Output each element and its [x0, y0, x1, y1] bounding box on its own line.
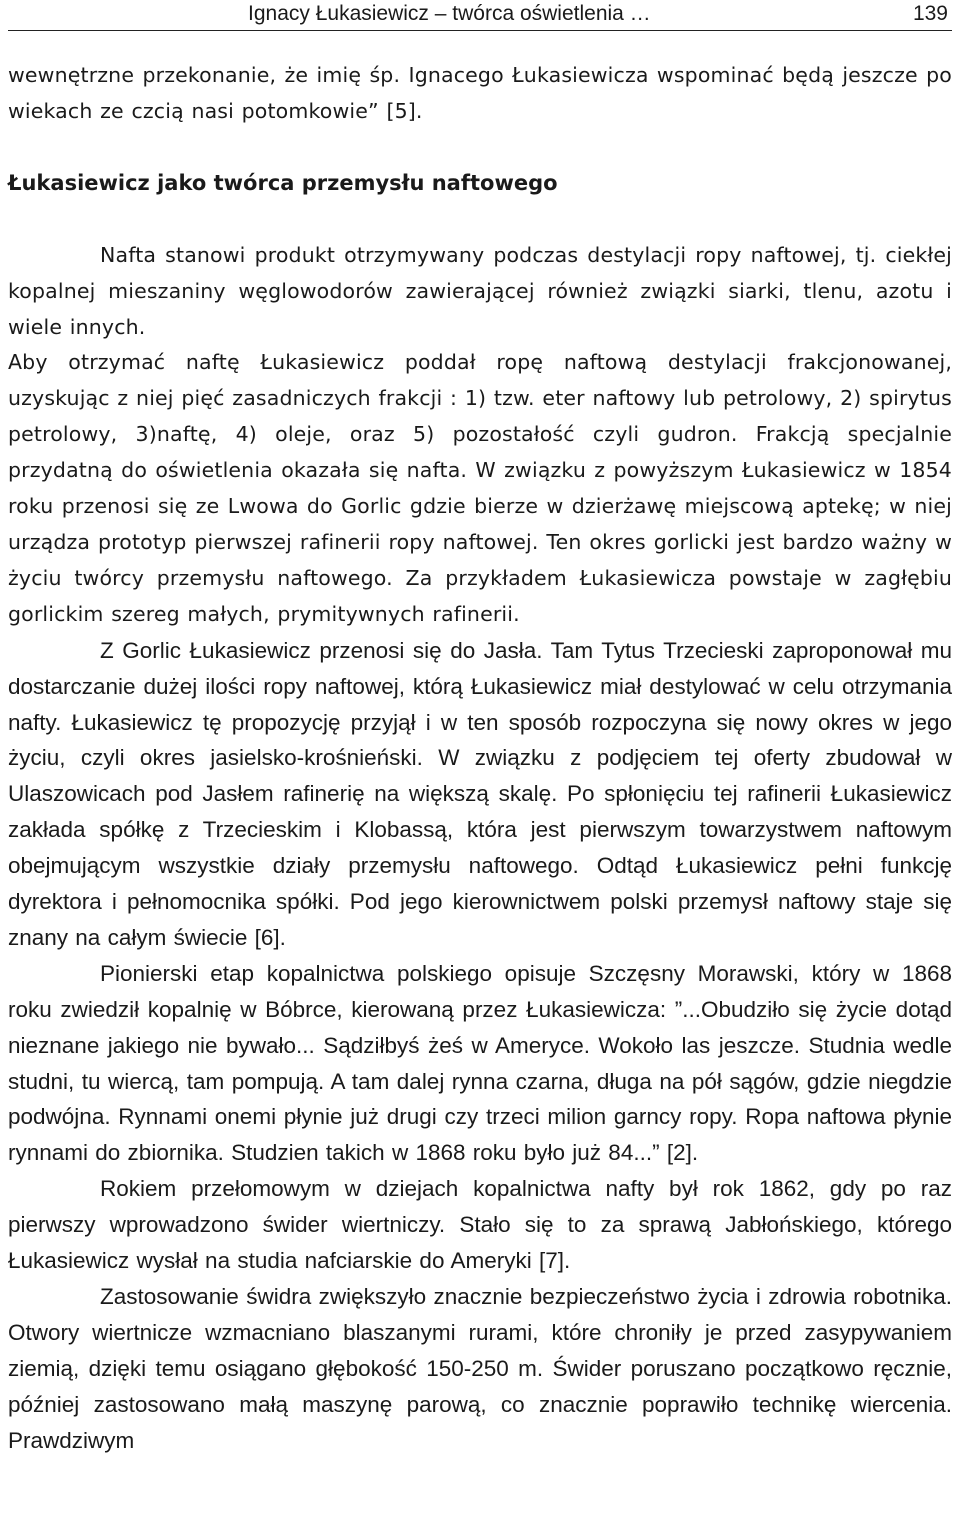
- page-number: 139: [912, 2, 948, 25]
- paragraph-jaslo: Z Gorlic Łukasiewicz przenosi się do Jasła. Tam Tytus Trzecieski zaproponował mu dostarczanie dużej ilości ropy naftowej, którą Łukasiewicz miał destylować w celu otrzymania nafty. Łukasiewicz tę propozycję przyjął i w ten sposób rozpoczyna się nowy okres w jego życiu, czyli okres jasielsko-krośnieński. W związku z podjęciem tej oferty zbudował w Ulaszowicach pod Jasłem rafinerię na większą skalę. Po spłonięciu tej rafinerii Łukasiewicz zakłada spółkę z Trzecieskim i Klobassą, która jest pierwszym towarzystwem naftowym obejmującym wszystkie działy przemysłu naftowego. Odtąd Łukasiewicz pełni funkcję dyrektora i pełnomocnika spółki. Pod jego kierownictwem polski przemysł naftowy staje się znany na całym świecie [6].: [8, 637, 952, 950]
- intro-paragraph: wewnętrzne przekonanie, że imię śp. Ignacego Łukasiewicza wspominać będą jeszcze po wiekach ze czcią nasi potomkowie” [5].: [8, 63, 952, 123]
- running-header-title: Ignacy Łukasiewicz – twórca oświetlenia …: [248, 2, 651, 25]
- paragraph-nafta-definition: Nafta stanowi produkt otrzymywany podczas destylacji ropy naftowej, tj. ciekłej kopalnej mieszaniny węglowodorów zawierającej również związki siarki, tlenu, azotu i wiele innych.: [8, 242, 952, 339]
- body-text: [8, 58, 952, 1459]
- section-heading: Łukasiewicz jako twórca przemysłu naftowego: [8, 170, 558, 195]
- running-header: [8, 0, 952, 31]
- paragraph-1862: Rokiem przełomowym w dziejach kopalnictwa nafty był rok 1862, gdy po raz pierwszy wprowadzono świder wiertniczy. Stało się to za sprawą Jabłońskiego, którego Łukasiewicz wysłał na studia nafciarskie do Ameryki [7].: [8, 1176, 952, 1274]
- paragraph-morawski: Pionierski etap kopalnictwa polskiego opisuje Szczęsny Morawski, który w 1868 roku zwiedził kopalnię w Bóbrce, kierowaną przez Łukasiewicza: ”...Obudziło się życie dotąd nieznane jakiego nie bywało... Sądziłbyś żeś w Ameryce. Wokoło las jeszcze. Studnia wedle studni, tu wiercą, tam pompują. A tam dalej rynna czarna, długa na pół sągów, gdzie niegdzie podwójna. Rynnami onemi płynie już drugi czy trzeci milion garncy ropy. Ropa naftowa płynie rynnami do zbiornika. Studzien takich w 1868 roku było już 84...” [2].: [8, 960, 952, 1166]
- paragraph-swider: Zastosowanie świdra zwiększyło znacznie bezpieczeństwo życia i zdrowia robotnika. Otwory wiertnicze wzmacniano blaszanymi rurami, które chroniły je przed zasypywaniem ziemią, dzięki temu osiągano głębokość 150-250 m. Świder poruszano początkowo ręcznie, później zastosowano małą maszynę parową, co znacznie poprawiło technikę wiercenia. Prawdziwym: [8, 1284, 952, 1453]
- paragraph-nafta-distillation: Aby otrzymać naftę Łukasiewicz poddał ropę naftową destylacji frakcjonowanej, uzyskując z niej pięć zasadniczych frakcji : 1) tzw. eter naftowy lub petrolowy, 2) spirytus petrolowy, 3)naftę, 4) oleje, oraz 5) pozostałość czyli gudron. Frakcją specjalnie przydatną do oświetlenia okazała się nafta. W związku z powyższym Łukasiewicz w 1854 roku przenosi się ze Lwowa do Gorlic gdzie bierze w dzierżawę miejscową aptekę; w niej urządza prototyp pierwszej rafinerii ropy naftowej. Ten okres gorlicki jest bardzo ważny w życiu twórcy przemysłu naftowego. Za przykładem Łukasiewicza powstaje w zagłębiu gorlickim szereg małych, prymitywnych rafinerii.: [8, 350, 952, 626]
